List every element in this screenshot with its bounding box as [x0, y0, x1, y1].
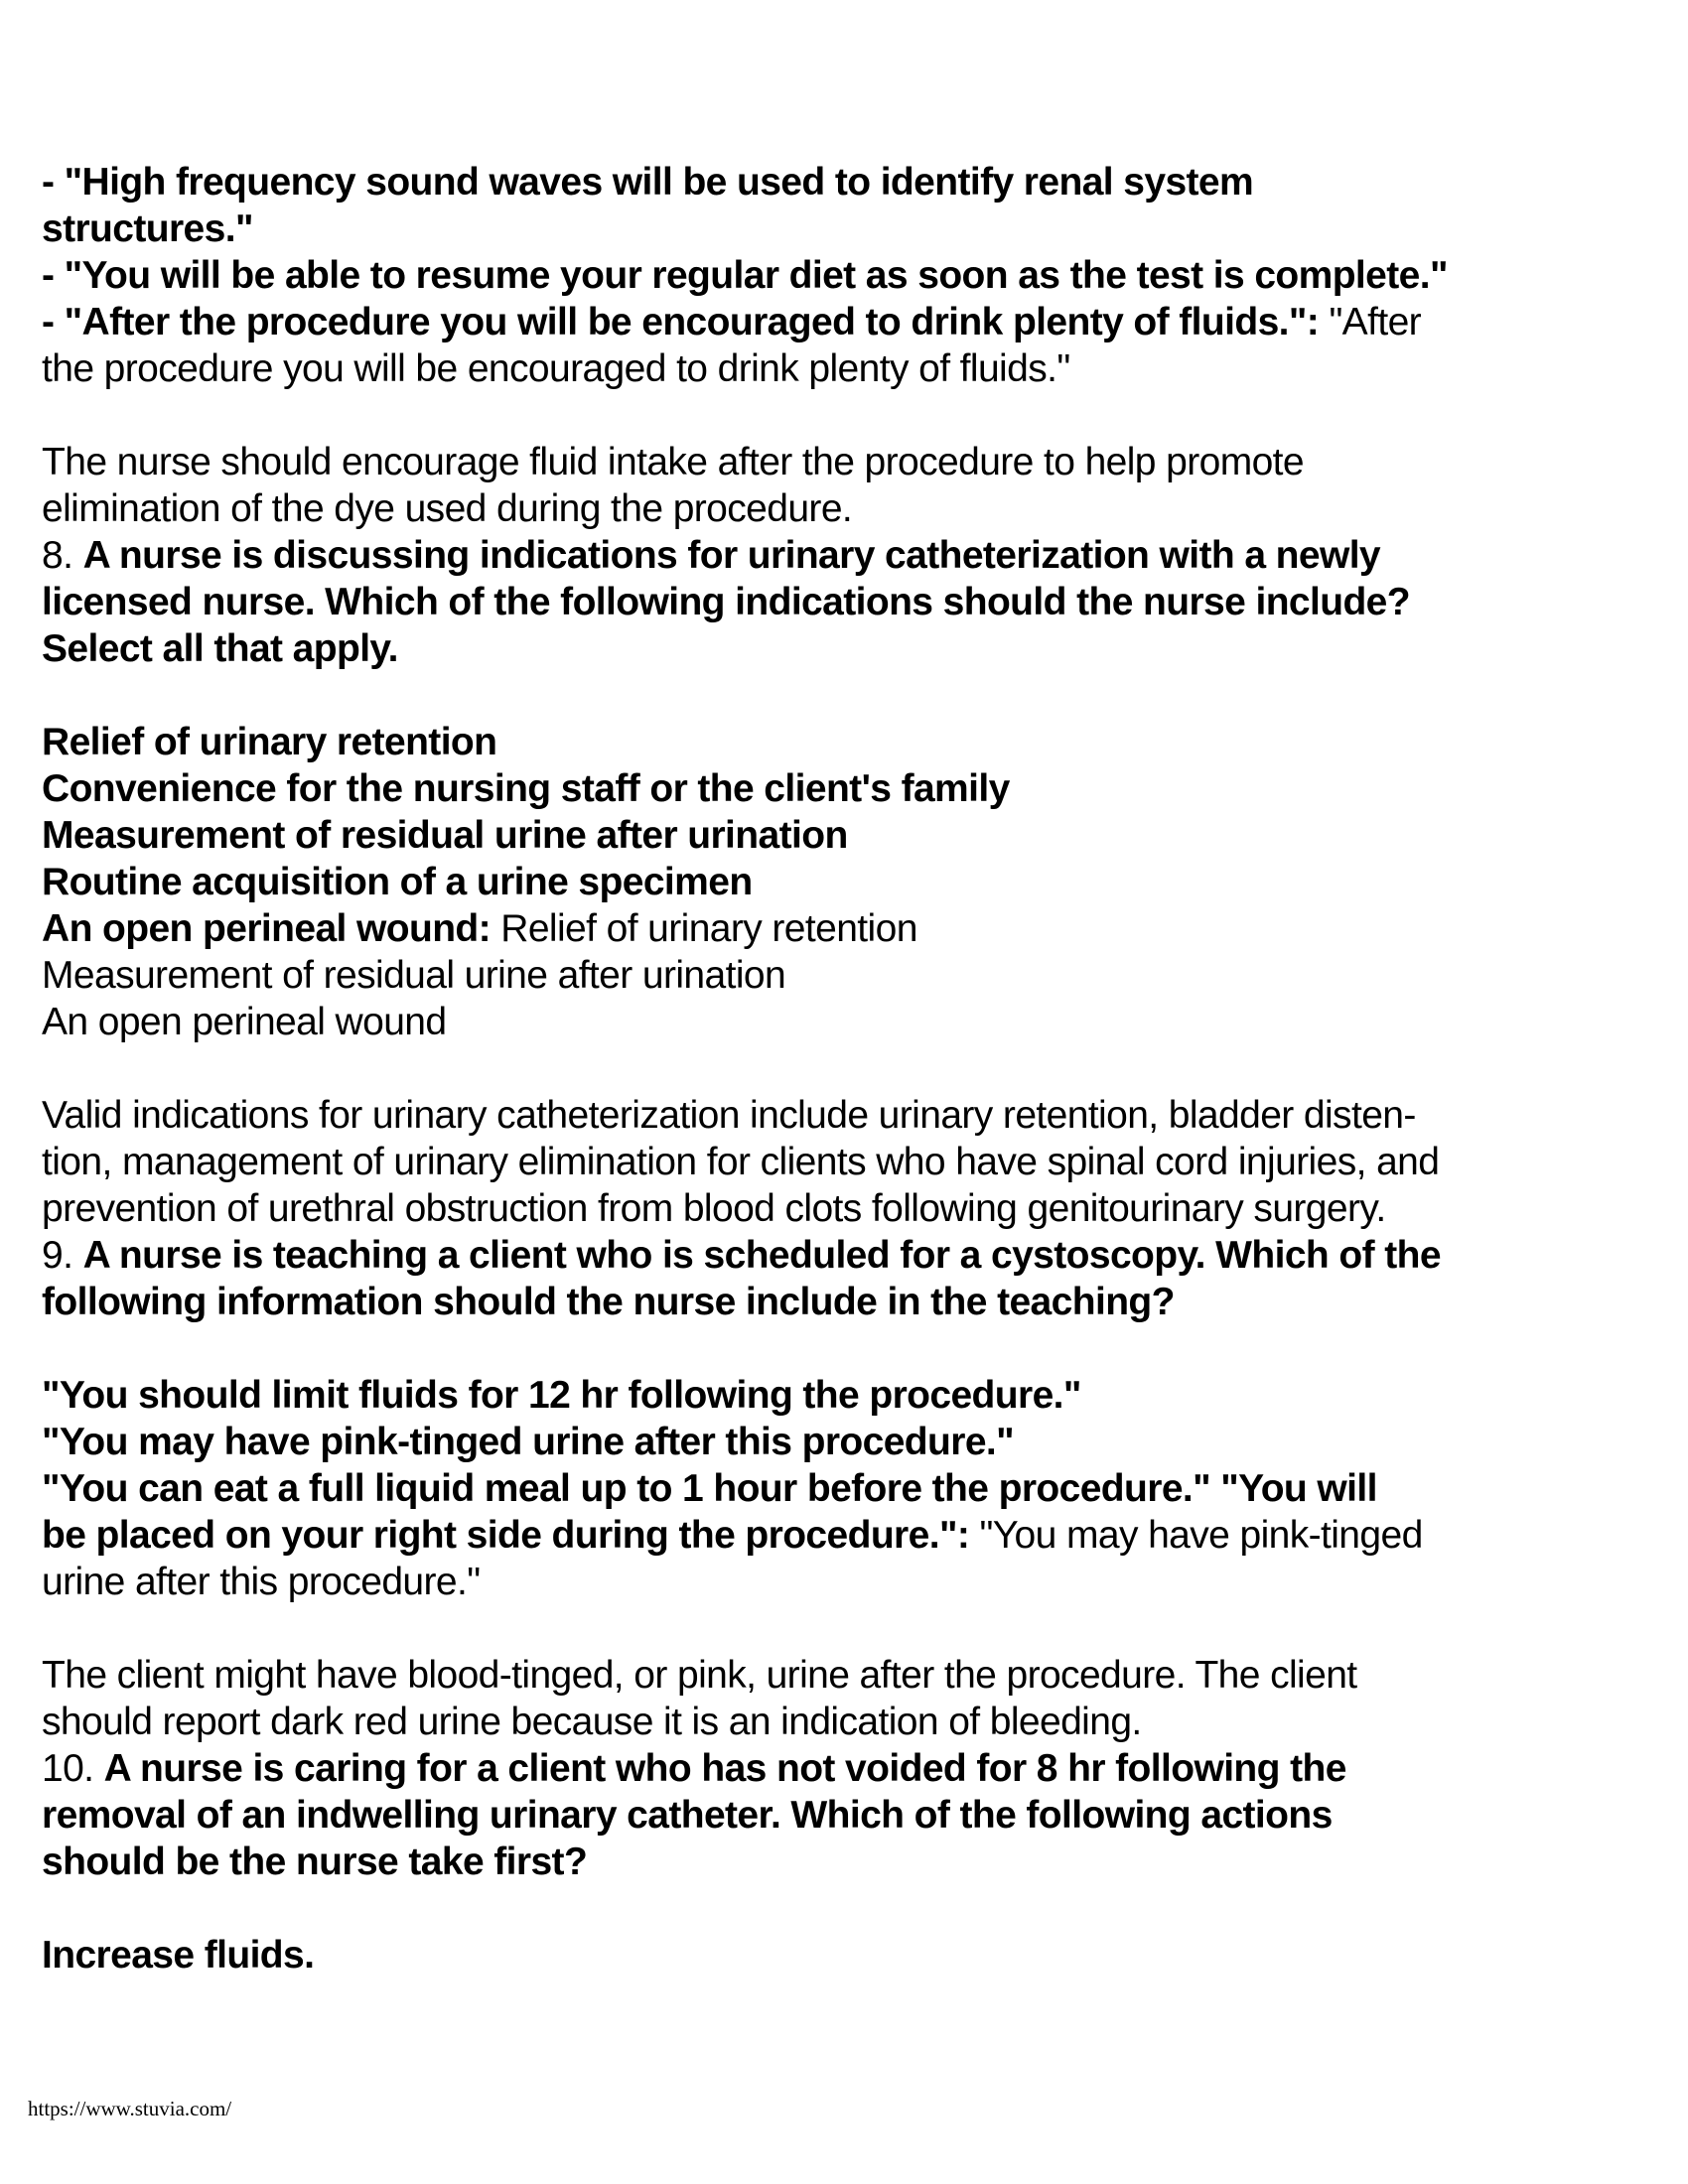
text-line — [42, 299, 1660, 345]
bold-text: Select all that apply. — [42, 627, 398, 670]
regular-text: "After — [1329, 301, 1422, 343]
bold-text: licensed nurse. Which of the following indications should the nurse include? — [42, 581, 1410, 623]
text-line — [42, 1092, 1660, 1139]
regular-text: The client might have blood-tinged, or pink, urine after the procedure. The client — [42, 1654, 1357, 1697]
text-line — [42, 952, 1660, 999]
bold-text: be placed on your right side during the procedure.": — [42, 1514, 980, 1557]
text-line — [42, 1372, 1660, 1419]
bold-text: Relief of urinary retention — [42, 721, 497, 763]
blank-line — [42, 1885, 1660, 1932]
bold-text: Measurement of residual urine after urination — [42, 814, 848, 857]
regular-text: should report dark red urine because it is an indication of bleeding. — [42, 1701, 1142, 1743]
bold-text: structures." — [42, 207, 253, 250]
document-body — [42, 159, 1660, 1979]
text-line — [42, 1139, 1660, 1185]
text-line — [42, 719, 1660, 765]
text-line — [42, 765, 1660, 812]
regular-text: 10. — [42, 1747, 104, 1790]
bold-text: A nurse is teaching a client who is scheduled for a cystoscopy. Which of the — [82, 1234, 1441, 1277]
regular-text: 9. — [42, 1234, 83, 1277]
regular-text: prevention of urethral obstruction from blood clots following genitourinary surgery. — [42, 1187, 1386, 1230]
regular-text: tion, management of urinary elimination for clients who have spinal cord injuries, and — [42, 1141, 1440, 1183]
bold-text: - "After the procedure you will be encouraged to drink plenty of fluids.": — [42, 301, 1330, 343]
bold-text: Routine acquisition of a urine specimen — [42, 861, 753, 903]
regular-text: urine after this procedure." — [42, 1561, 481, 1603]
blank-line — [42, 1045, 1660, 1092]
regular-text: elimination of the dye used during the procedure. — [42, 487, 853, 530]
text-line — [42, 579, 1660, 625]
text-line — [42, 345, 1660, 392]
text-line — [42, 859, 1660, 905]
bold-text: "You should limit fluids for 12 hr following the procedure." — [42, 1374, 1081, 1417]
regular-text: "You may have pink-tinged — [979, 1514, 1423, 1557]
regular-text: An open perineal wound — [42, 1001, 447, 1043]
text-line — [42, 1512, 1660, 1559]
text-line — [42, 439, 1660, 485]
text-line — [42, 1652, 1660, 1699]
text-line — [42, 1932, 1660, 1979]
text-line — [42, 1839, 1660, 1885]
text-line — [42, 1745, 1660, 1792]
text-line — [42, 1559, 1660, 1605]
text-line — [42, 1279, 1660, 1325]
regular-text: Relief of urinary retention — [500, 907, 917, 950]
bold-text: should be the nurse take first? — [42, 1841, 588, 1883]
bold-text: - "High frequency sound waves will be used to identify renal system — [42, 161, 1254, 204]
text-line — [42, 1232, 1660, 1279]
text-line — [42, 1185, 1660, 1232]
regular-text: the procedure you will be encouraged to drink plenty of fluids." — [42, 347, 1070, 390]
text-line — [42, 1465, 1660, 1512]
bold-text: following information should the nurse include in the teaching? — [42, 1281, 1175, 1323]
regular-text: 8. — [42, 534, 83, 577]
text-line — [42, 1419, 1660, 1465]
bold-text: Increase fluids. — [42, 1934, 315, 1977]
blank-line — [42, 392, 1660, 439]
bold-text: - "You will be able to resume your regular diet as soon as the test is complete." — [42, 254, 1448, 297]
text-line — [42, 1699, 1660, 1745]
text-line — [42, 812, 1660, 859]
text-line — [42, 905, 1660, 952]
blank-line — [42, 672, 1660, 719]
bold-text: "You may have pink-tinged urine after this procedure." — [42, 1421, 1015, 1463]
regular-text: Valid indications for urinary catheterization include urinary retention, bladder disten- — [42, 1094, 1416, 1137]
text-line — [42, 625, 1660, 672]
footer-url: https://www.stuvia.com/ — [28, 2097, 232, 2120]
bold-text: "You can eat a full liquid meal up to 1 hour before the procedure." "You will — [42, 1467, 1377, 1510]
bold-text: A nurse is discussing indications for urinary catheterization with a newly — [82, 534, 1381, 577]
text-line — [42, 999, 1660, 1045]
bold-text: A nurse is caring for a client who has not voided for 8 hr following the — [103, 1747, 1346, 1790]
bold-text: removal of an indwelling urinary catheter. Which of the following actions — [42, 1794, 1333, 1837]
bold-text: Convenience for the nursing staff or the client's family — [42, 767, 1010, 810]
bold-text: An open perineal wound: — [42, 907, 501, 950]
text-line — [42, 485, 1660, 532]
blank-line — [42, 1605, 1660, 1652]
text-line — [42, 1792, 1660, 1839]
text-line — [42, 252, 1660, 299]
blank-line — [42, 1325, 1660, 1372]
text-line — [42, 159, 1660, 205]
regular-text: The nurse should encourage fluid intake after the procedure to help promote — [42, 441, 1305, 483]
regular-text: Measurement of residual urine after urination — [42, 954, 786, 997]
text-line — [42, 205, 1660, 252]
text-line — [42, 532, 1660, 579]
